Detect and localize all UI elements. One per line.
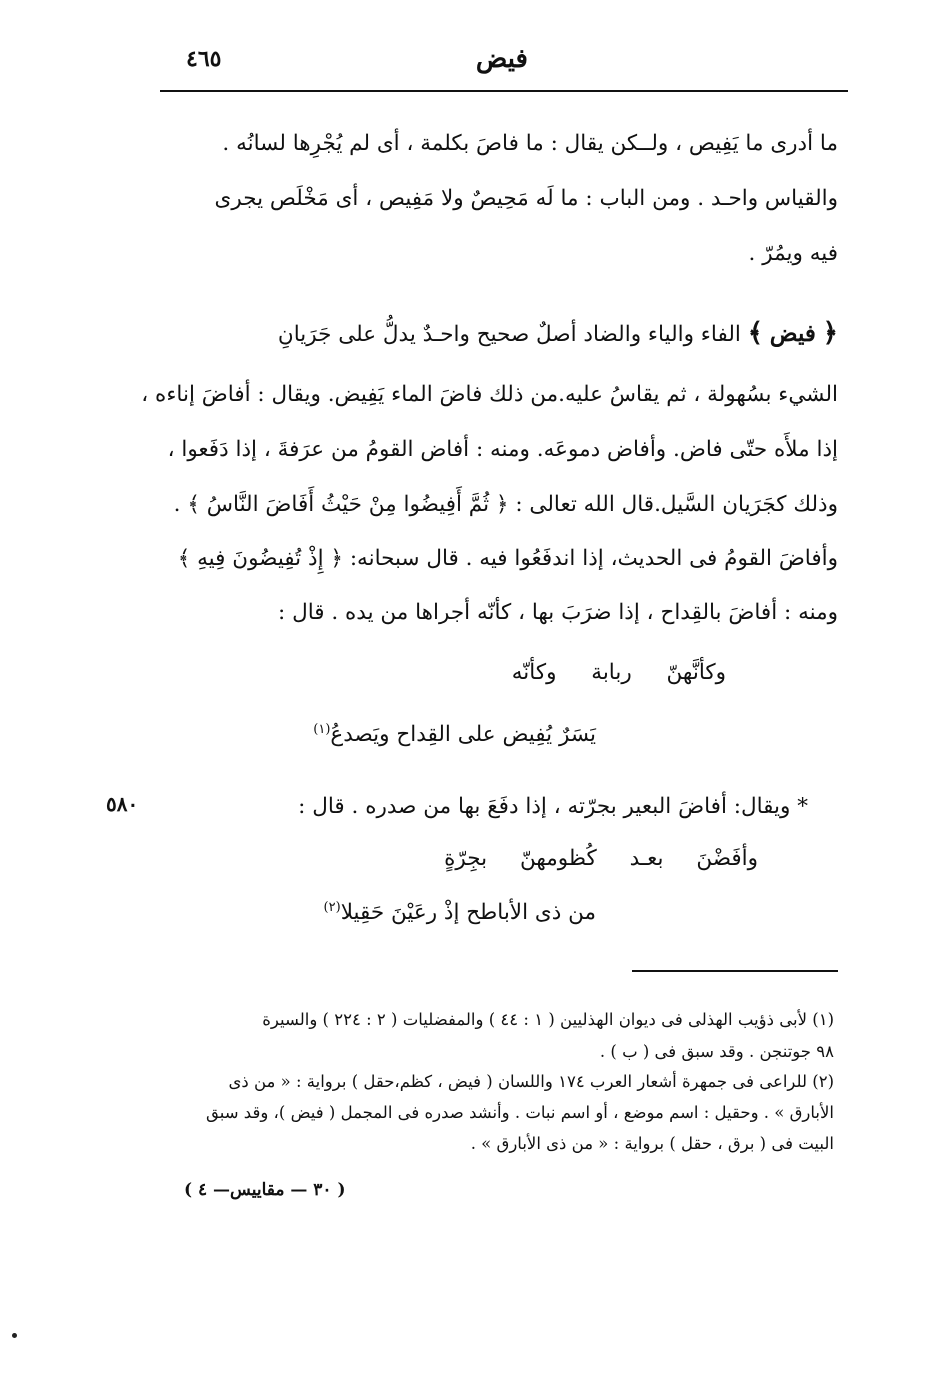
verse-2-line-1: وأفَضْنَ بعـد كُظومهنّ بجِرّةٍ	[444, 846, 758, 871]
page-number: ٤٦٥	[186, 46, 222, 72]
footnote-line-3: (٢) للراعى فى جمهرة أشعار العرب ١٧٤ واللسان ( فيض ، كظم،حقل ) برواية : « من ذى	[228, 1072, 834, 1091]
footnote-line-4: الأبارق » . وحقيل : اسم موضع ، أو اسم نبات . وأنشد صدره فى المجمل ( فيض )، وقد سبق	[205, 1103, 834, 1122]
body-line-2: والقياس واحـد . ومن الباب : ما لَه مَحِيصٌ ولا مَفِيص ، أى مَخْلَص يجرى	[214, 186, 838, 211]
signature-mark: ( ٣٠ — مقاييس— ٤ )	[184, 1180, 346, 1200]
footnote-ref-2: (٢)	[323, 900, 341, 915]
verse-2-line-2	[324, 900, 596, 925]
verse-1-line-2	[313, 722, 596, 747]
footnote-ref-1: (١)	[313, 722, 331, 737]
margin-page-number: ٥٨٠	[106, 792, 139, 816]
entry-line-2: إذا ملأَه حتّى فاض. وأفاض دموعَه. ومنه : أفاض القومُ من عرَفةَ ، إذا دَفَعوا ،	[167, 437, 838, 462]
footnote-line-1: (١) لأبى ذؤيب الهذلى فى ديوان الهذليين ( ١ : ٤٤ ) والمفضليات ( ٢ : ٢٢٤ ) والسيرة	[262, 1010, 834, 1029]
verse-2-line-2-text: من ذى الأباطح إذْ رعَيْنَ حَقِيلا	[340, 900, 596, 926]
entry-close-bracket: ﴾	[747, 318, 763, 348]
entry-open-bracket: ﴿	[822, 318, 838, 348]
verse-1-line-2-text: يَسَرٌ يُفِيض على القِداح ويَصدعُ	[330, 722, 596, 748]
entry-line-3: وذلك كجَرَيان السَّيل.قال الله تعالى : ﴿ ثُمَّ أَفِيضُوا مِنْ حَيْثُ أَفَاضَ النَّاسُ ﴾ .	[173, 492, 838, 517]
entry-line-4: وأفاضَ القومُ فى الحديث، إذا اندفَعُوا فيه . قال سبحانه: ﴿ إِذْ تُفِيضُونَ فِيهِ ﴾	[177, 546, 838, 571]
entry-heading-line	[278, 318, 838, 348]
entry-headword: فيض	[769, 320, 816, 347]
verse-1-line-1: وكأنَّهنّ ربابة وكأنّه	[511, 660, 726, 685]
body-line-1: ما أدرى ما يَفِيص ، ولــكن يقال : ما فاصَ بكلمة ، أى لم يُجْرِها لسانُه .	[222, 131, 838, 156]
entry-line-1: الشيء بسُهولة ، ثم يقاسُ عليه.من ذلك فاضَ الماء يَفِيض. ويقال : أفاضَ إناءه ،	[141, 382, 838, 407]
body-line-after-verse: * ويقال: أفاضَ البعير بجرّته ، إذا دفَعَ بها من صدره . قال :	[298, 794, 808, 819]
header-rule	[160, 90, 848, 92]
entry-first-line: الفاء والياء والضاد أصلٌ صحيح واحـدٌ يدلُّ على جَرَيانِ	[277, 322, 741, 347]
running-head-title: فيض	[475, 44, 528, 74]
body-line-3: فيه ويمُرّ .	[748, 241, 838, 266]
footnote-line-5: البيت فى ( برق ، حقل ) برواية : « من ذى الأبارق » .	[470, 1134, 834, 1153]
footnote-rule	[632, 970, 838, 972]
footnote-line-2: ٩٨ جوتنجن . وقد سبق فى ( ب ) .	[599, 1042, 834, 1061]
speck-mark	[12, 1333, 17, 1338]
entry-line-5: ومنه : أفاضَ بالقِداح ، إذا ضرَبَ بها ، كأنّه أجراها من يده . قال :	[278, 600, 838, 625]
